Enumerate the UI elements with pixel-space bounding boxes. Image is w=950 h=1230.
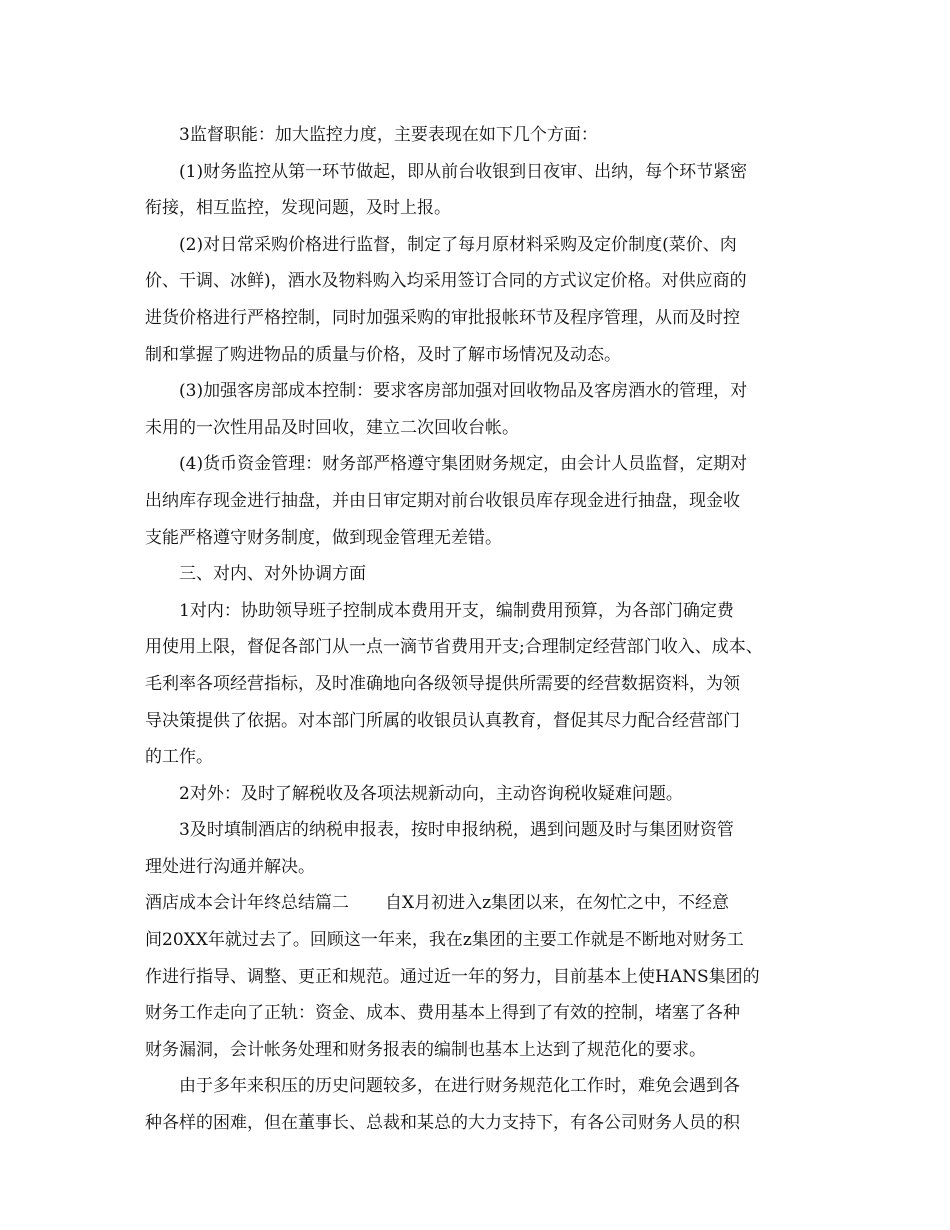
paragraph-line: 价、干调、冰鲜)，酒水及物料购入均采用签订合同的方式议定价格。对供应商的 — [145, 271, 747, 292]
paragraph-line: (1)财务监控从第一环节做起，即从前台收银到日夜审、出纳，每个环节紧密 — [179, 161, 748, 182]
paragraph-line: 由于多年来积压的历史问题较多，在进行财务规范化工作时，难免会遇到各 — [179, 1076, 740, 1097]
paragraph-line: 财务工作走向了正轨：资金、成本、费用基本上得到了有效的控制，堵塞了各种 — [145, 1003, 740, 1024]
paragraph-line: 3及时填制酒店的纳税申报表，按时申报纳税，遇到问题及时与集团财资管 — [179, 820, 734, 841]
paragraph-line: 毛利率各项经营指标，及时准确地向各级领导提供所需要的经营数据资料，为领 — [145, 673, 740, 694]
paragraph-line: 的工作。 — [145, 747, 213, 768]
paragraph-line: 1对内：协助领导班子控制成本费用开支，编制费用预算，为各部门确定费 — [179, 600, 734, 621]
paragraph-line: (2)对日常采购价格进行监督，制定了每月原材料采购及定价制度(菜价、肉 — [179, 234, 737, 255]
paragraph-line: 财务漏洞，会计帐务处理和财务报表的编制也基本上达到了规范化的要求。 — [145, 1039, 706, 1060]
paragraph-line: 作进行指导、调整、更正和规范。通过近一年的努力，目前基本上使HANS集团的 — [145, 966, 760, 987]
article-title: 酒店成本会计年终总结篇二 — [145, 893, 349, 914]
paragraph-line: (3)加强客房部成本控制：要求客房部加强对回收物品及客房酒水的管理，对 — [179, 381, 748, 402]
document-body — [145, 117, 805, 1142]
paragraph-line: 制和掌握了购进物品的质量与价格，及时了解市场情况及动态。 — [145, 344, 621, 365]
paragraph-line: 3监督职能：加大监控力度，主要表现在如下几个方面： — [179, 125, 598, 145]
paragraph-line: 理处进行沟通并解决。 — [145, 856, 315, 877]
paragraph-line: 进货价格进行严格控制，同时加强采购的审批报帐环节及程序管理，从而及时控 — [145, 307, 740, 328]
article-heading-line — [145, 885, 805, 922]
paragraph-line: 间20XX年就过去了。回顾这一年来，我在z集团的主要工作就是不断地对财务工 — [145, 930, 744, 951]
paragraph-line: 种各样的困难，但在董事长、总裁和某总的大力支持下，有各公司财务人员的积 — [145, 1113, 740, 1134]
paragraph-line: 导决策提供了依据。对本部门所属的收银员认真教育，督促其尽力配合经营部门 — [145, 710, 740, 731]
section-heading: 三、对内、对外协调方面 — [179, 564, 366, 585]
paragraph-line: (4)货币资金管理：财务部严格遵守集团财务规定，由会计人员监督，定期对 — [179, 454, 748, 475]
paragraph-line: 用使用上限，督促各部门从一点一滴节省费用开支;合理制定经营部门收入、成本、 — [145, 637, 763, 658]
paragraph-line: 支能严格遵守财务制度，做到现金管理无差错。 — [145, 527, 502, 548]
paragraph-line: 出纳库存现金进行抽盘，并由日审定期对前台收银员库存现金进行抽盘，现金收 — [145, 490, 740, 511]
paragraph-start: 自X月初进入z集团以来，在匆忙之中，不经意 — [385, 893, 730, 914]
paragraph-line: 未用的一次性用品及时回收，建立二次回收台帐。 — [145, 417, 519, 438]
paragraph-line: 2对外：及时了解税收及各项法规新动向，主动咨询税收疑难问题。 — [179, 783, 683, 804]
paragraph-line: 衔接，相互监控，发现问题，及时上报。 — [145, 198, 451, 219]
